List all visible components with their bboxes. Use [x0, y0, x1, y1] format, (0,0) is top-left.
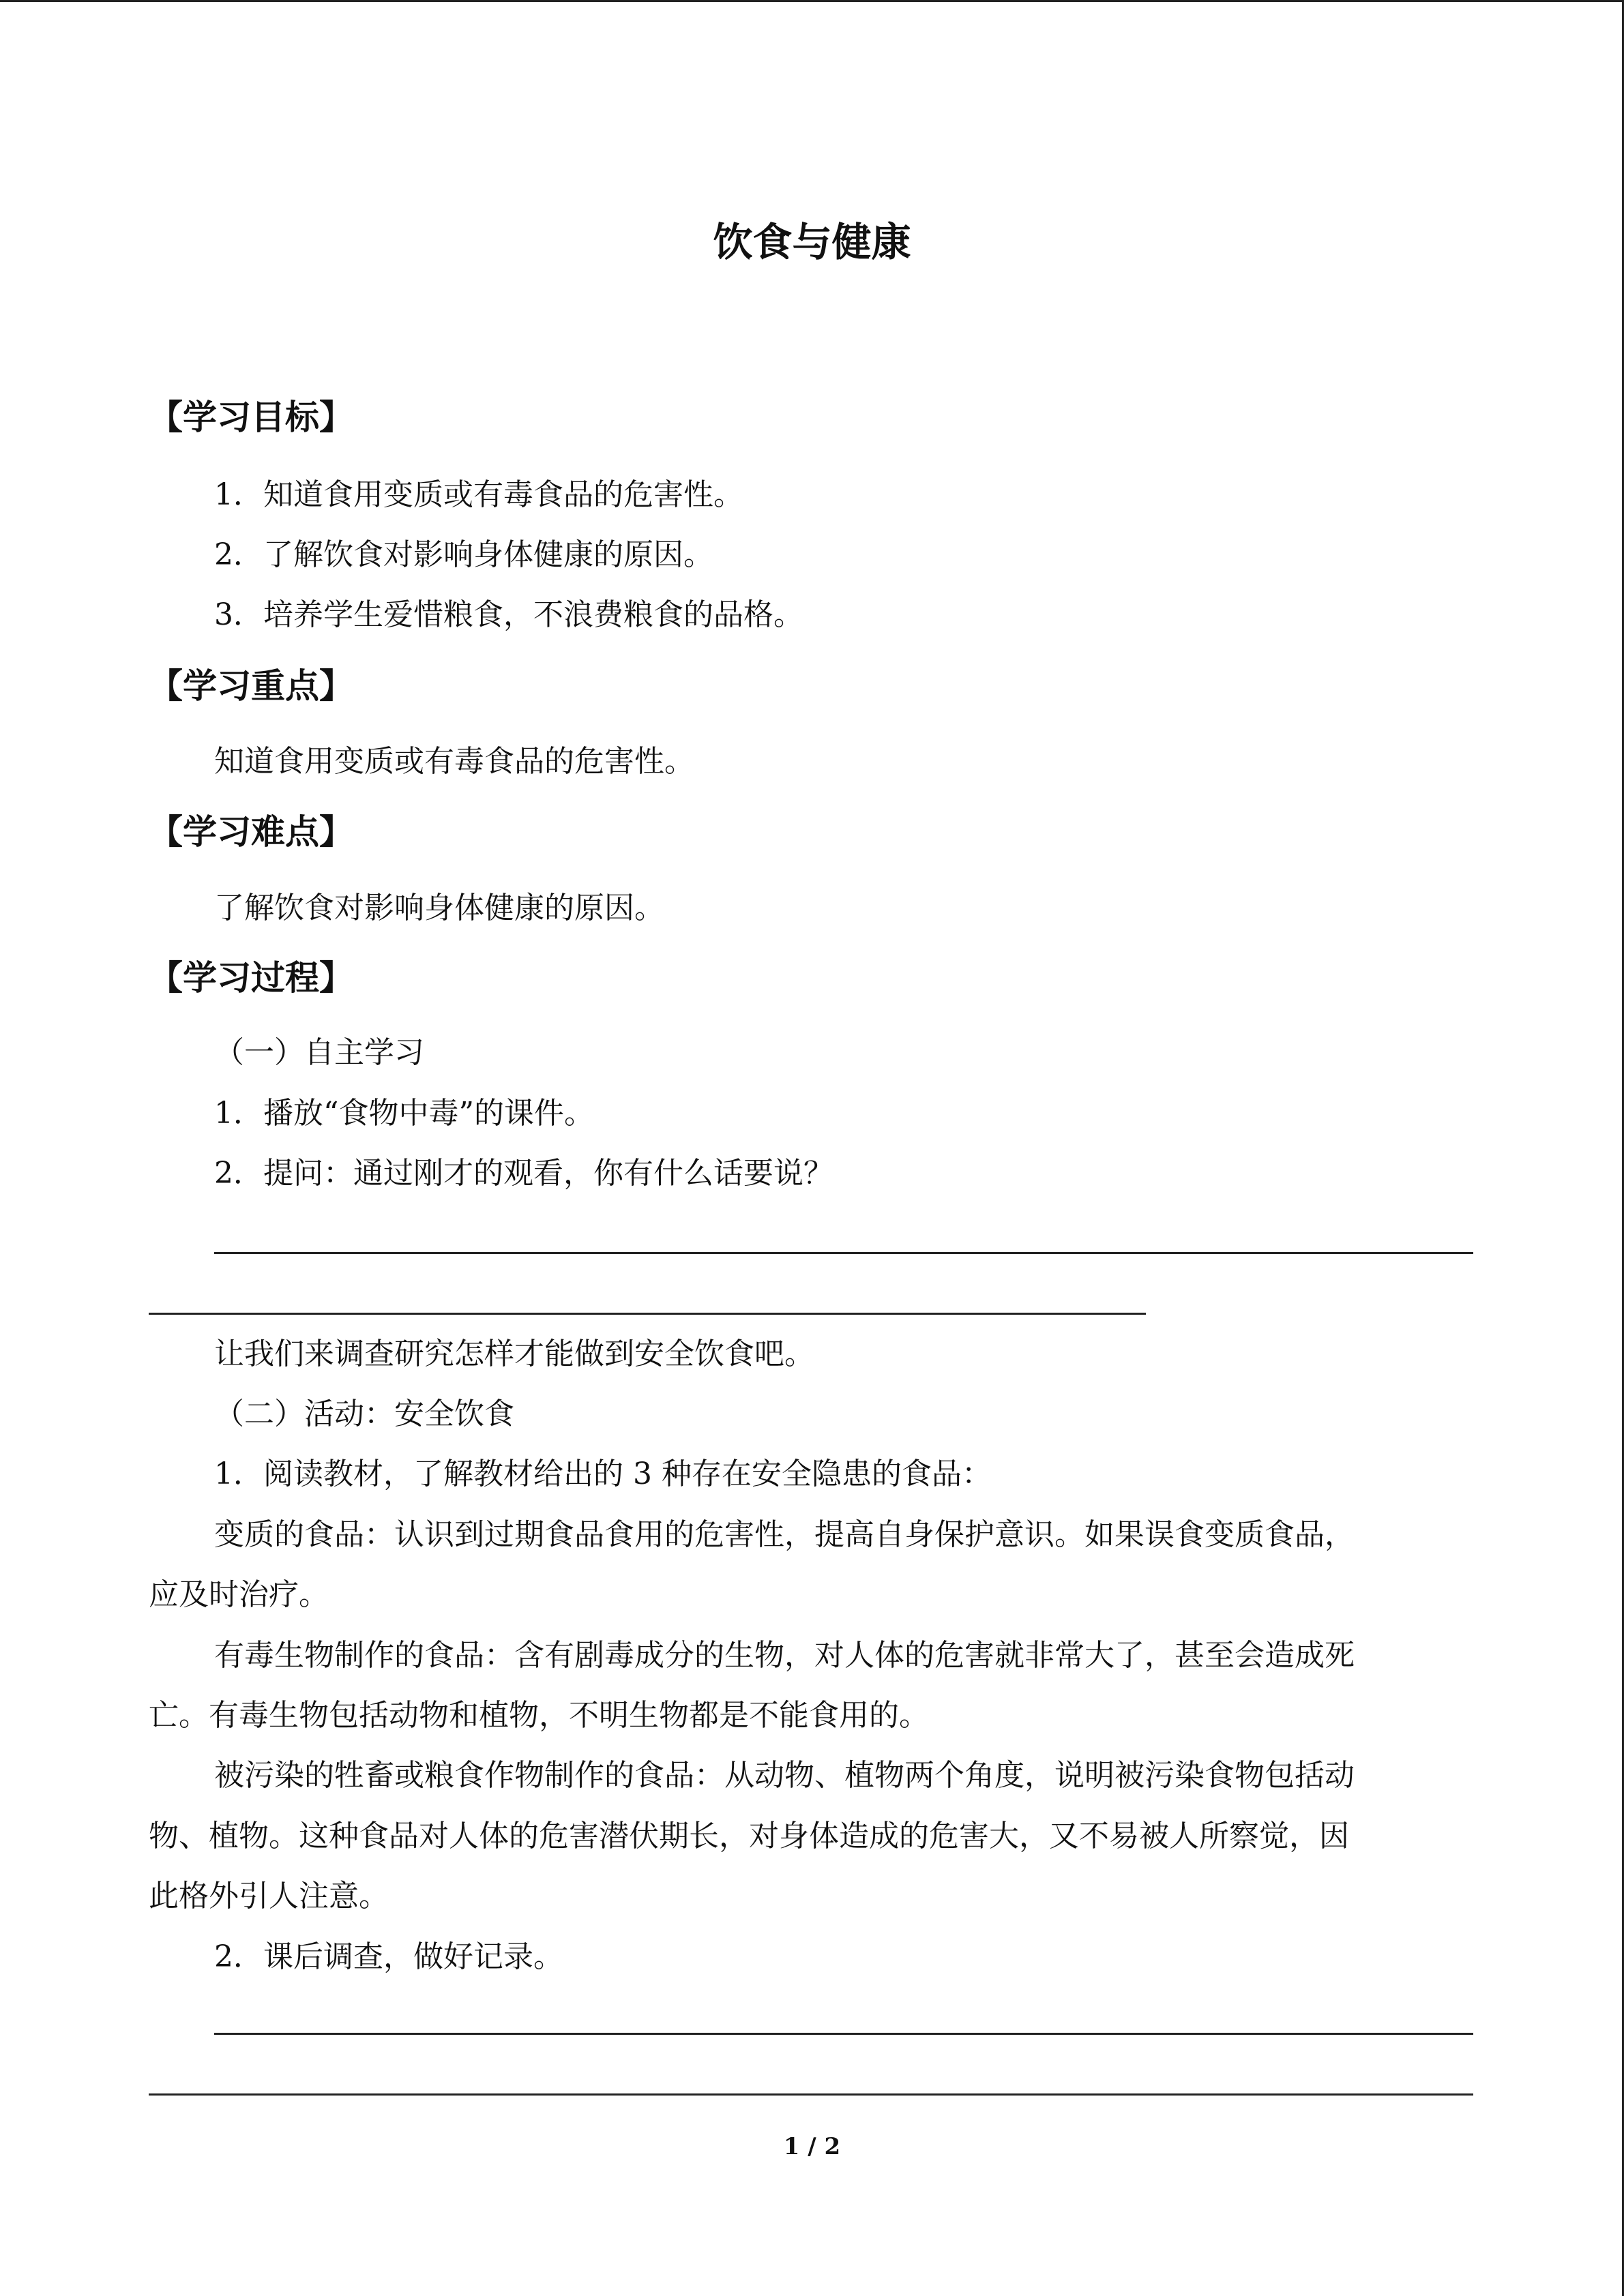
heading-focus: 【学习重点】 [149, 666, 353, 706]
goal-item: 3．培养学生爱惜粮食，不浪费粮食的品格。 [214, 597, 803, 632]
goal-item: 2．了解饮食对影响身体健康的原因。 [214, 537, 713, 572]
answer-line [149, 2093, 1473, 2096]
goal-item: 1．知道食用变质或有毒食品的危害性。 [214, 477, 743, 512]
heading-difficulty: 【学习难点】 [149, 812, 353, 852]
focus-text: 知道食用变质或有毒食品的危害性。 [214, 744, 694, 779]
heading-goals: 【学习目标】 [149, 398, 353, 437]
part2-item: 1．阅读教材，了解教材给出的 3 种存在安全隐患的食品： [214, 1457, 992, 1491]
part2-item: 2．课后调查，做好记录。 [214, 1939, 563, 1974]
difficulty-text: 了解饮食对影响身体健康的原因。 [214, 891, 664, 925]
part1-title: （一）自主学习 [214, 1035, 424, 1070]
answer-line [149, 1313, 1146, 1315]
part1-item: 2．提问：通过刚才的观看，你有什么话要说？ [214, 1156, 833, 1191]
paragraph-line: 有毒生物制作的食品：含有剧毒成分的生物，对人体的危害就非常大了，甚至会造成死 [214, 1638, 1355, 1673]
part1-item: 1．播放“食物中毒”的课件。 [214, 1096, 594, 1131]
paragraph-line: 变质的食品：认识到过期食品食用的危害性，提高自身保护意识。如果误食变质食品， [214, 1517, 1355, 1552]
paragraph-line: 亡。有毒生物包括动物和植物，不明生物都是不能食用的。 [149, 1698, 929, 1733]
page-title: 饮食与健康 [713, 219, 911, 265]
transition-text: 让我们来调查研究怎样才能做到安全饮食吧。 [214, 1337, 814, 1371]
paragraph-line: 应及时治疗。 [149, 1577, 329, 1612]
paragraph-line: 物、植物。这种食品对人体的危害潜伏期长，对身体造成的危害大，又不易被人所察觉，因 [149, 1819, 1349, 1853]
page-number: 1 / 2 [783, 2133, 841, 2160]
answer-line [214, 1252, 1473, 1254]
part2-title: （二）活动：安全饮食 [214, 1397, 514, 1431]
page-border-top [0, 0, 1624, 2]
heading-process: 【学习过程】 [149, 958, 353, 998]
paragraph-line: 被污染的牲畜或粮食作物制作的食品：从动物、植物两个角度，说明被污染食物包括动 [214, 1758, 1355, 1793]
paragraph-line: 此格外引人注意。 [149, 1879, 389, 1913]
answer-line [214, 2033, 1473, 2035]
